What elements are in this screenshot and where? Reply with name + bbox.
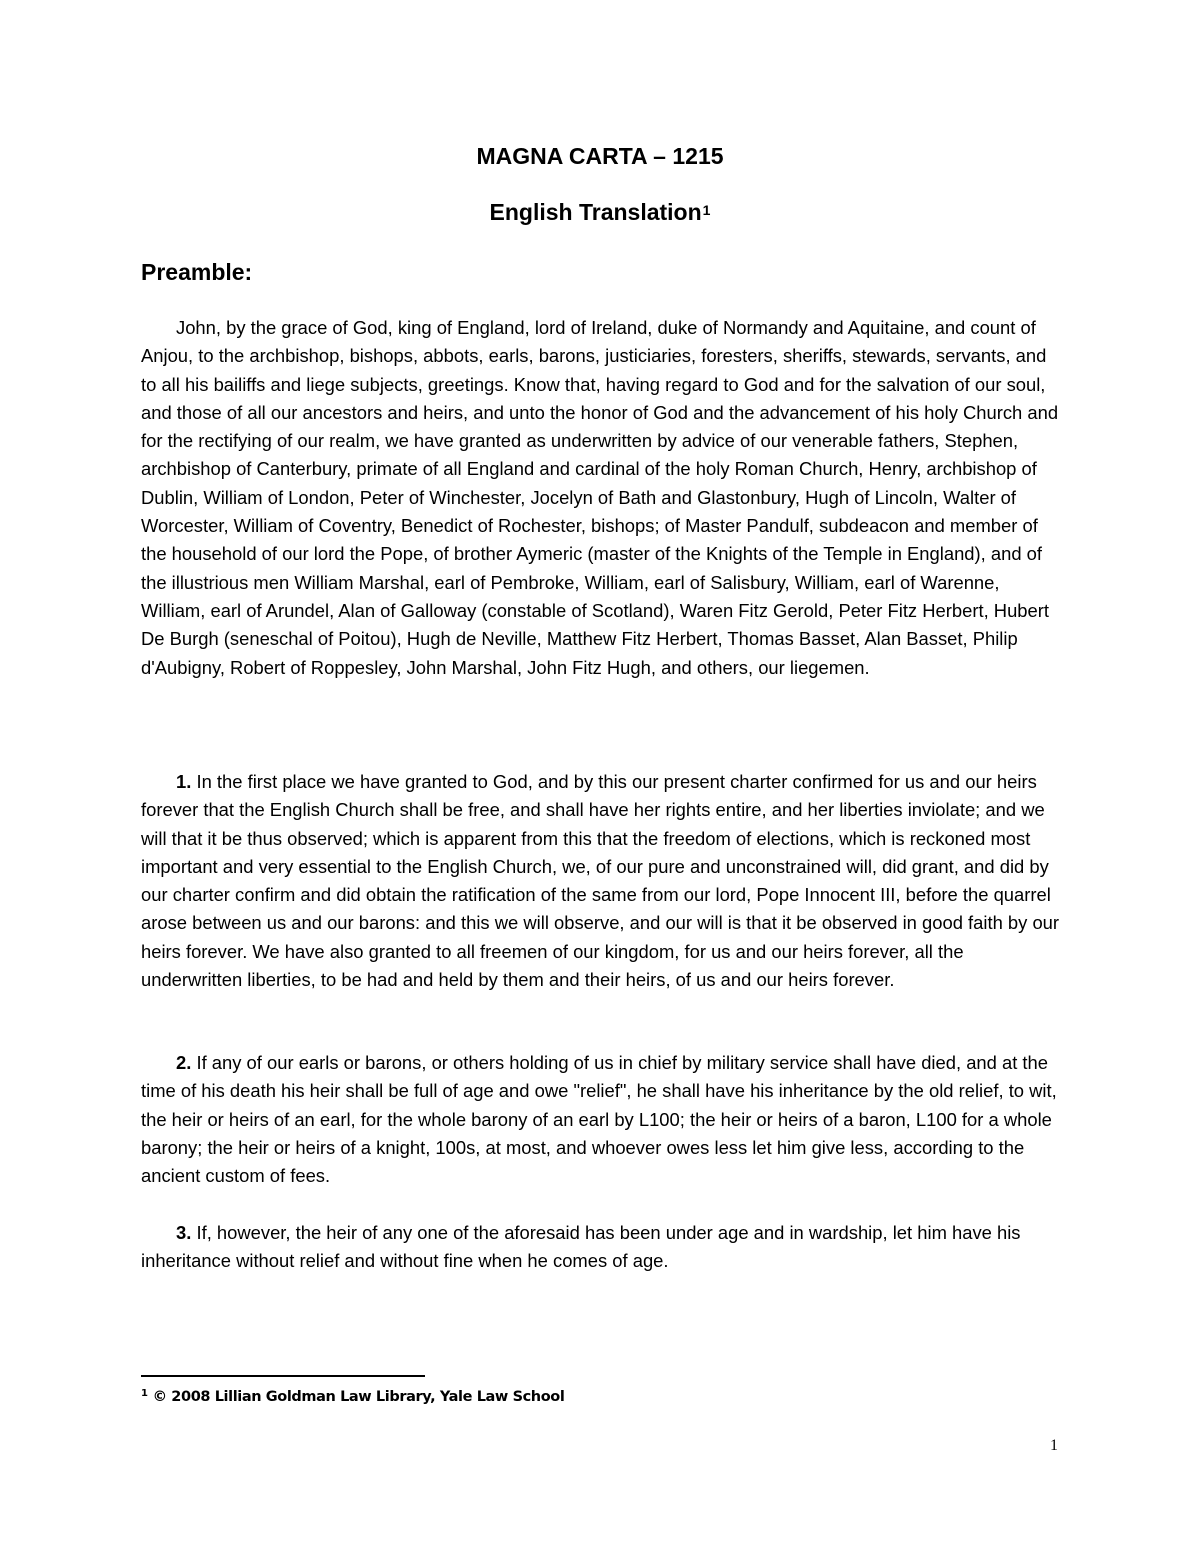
footnote-separator — [141, 1375, 425, 1377]
preamble-text: John, by the grace of God, king of England, lord of Ireland, duke of Normandy and Aquitaine, and count of Anjou, to the archbishop, bishops, abbots, earls, barons, justiciaries, foresters, sheriffs, stewards, servants, and to all his bailiffs and liege subjects, greetings. Know that, having regard to God and for the salvation of our soul, and those of all our ancestors and heirs, and unto the honor of God and the advancement of his holy Church and for the rectifying of our realm, we have granted as underwritten by advice of our venerable fathers, Stephen, archbishop of Canterbury, primate of all England and cardinal of the holy Roman Church, Henry, archbishop of Dublin, William of London, Peter of Winchester, Jocelyn of Bath and Glastonbury, Hugh of Lincoln, Walter of Worcester, William of Coventry, Benedict of Rochester, bishops; of Master Pandulf, subdeacon and member of the household of our lord the Pope, of brother Aymeric (master of the Knights of the Temple in England), and of the illustrious men William Marshal, earl of Pembroke, William, earl of Salisbury, William, earl of Warenne, William, earl of Arundel, Alan of Galloway (constable of Scotland), Waren Fitz Gerold, Peter Fitz Herbert, Hubert De Burgh (seneschal of Poitou), Hugh de Neville, Matthew Fitz Herbert, Thomas Basset, Alan Basset, Philip d'Aubigny, Robert of Roppesley, John Marshal, John Fitz Hugh, and others, our liegemen. — [141, 317, 1059, 678]
footnote-marker: 1 — [141, 1388, 148, 1399]
article-3-number: 3. — [176, 1222, 192, 1243]
footnote-text: © 2008 Lillian Goldman Law Library, Yale Law School — [152, 1389, 565, 1405]
subtitle-footnote-marker: 1 — [702, 202, 711, 218]
article-3-text: If, however, the heir of any one of the aforesaid has been under age and in wardship, let him have his inheritance without relief and without fine when he comes of age. — [141, 1222, 1021, 1272]
preamble-paragraph — [141, 314, 1061, 682]
document-subtitle — [0, 197, 1200, 227]
article-2-paragraph — [141, 1049, 1061, 1190]
page-number: 1 — [1050, 1437, 1058, 1454]
preamble-heading: Preamble: — [141, 259, 253, 285]
article-3 — [141, 1219, 1061, 1276]
article-2-text: If any of our earls or barons, or others holding of us in chief by military service shall have died, and at the time of his death his heir shall be full of age and owe "relief", he shall have his inheritance by the old relief, to wit, the heir or heirs of an earl, for the whole barony of an earl by L100; the heir or heirs of a baron, L100 for a whole barony; the heir or heirs of a knight, 100s, at most, and whoever owes less let him give less, according to the ancient custom of fees. — [141, 1052, 1057, 1187]
article-1 — [141, 768, 1061, 994]
article-1-number: 1. — [176, 771, 192, 792]
article-1-text: In the first place we have granted to God, and by this our present charter confirmed for us and our heirs forever that the English Church shall be free, and shall have her rights entire, and her liberties inviolate; and we will that it be thus observed; which is apparent from this that the freedom of elections, which is reckoned most important and very essential to the English Church, we, of our pure and unconstrained will, did grant, and did by our charter confirm and did obtain the ratification of the same from our lord, Pope Innocent III, before the quarrel arose between us and our barons: and this we will observe, and our will is that it be observed in good faith by our heirs forever. We have also granted to all freemen of our kingdom, for us and our heirs forever, all the underwritten liberties, to be had and held by them and their heirs, of us and our heirs forever. — [141, 771, 1060, 991]
article-3-paragraph — [141, 1219, 1061, 1276]
footnote — [141, 1386, 564, 1408]
article-1-paragraph — [141, 768, 1061, 994]
document-title: MAGNA CARTA – 1215 — [476, 143, 724, 169]
article-2-number: 2. — [176, 1052, 192, 1073]
article-2 — [141, 1049, 1061, 1190]
subtitle-text: English Translation — [489, 199, 702, 225]
